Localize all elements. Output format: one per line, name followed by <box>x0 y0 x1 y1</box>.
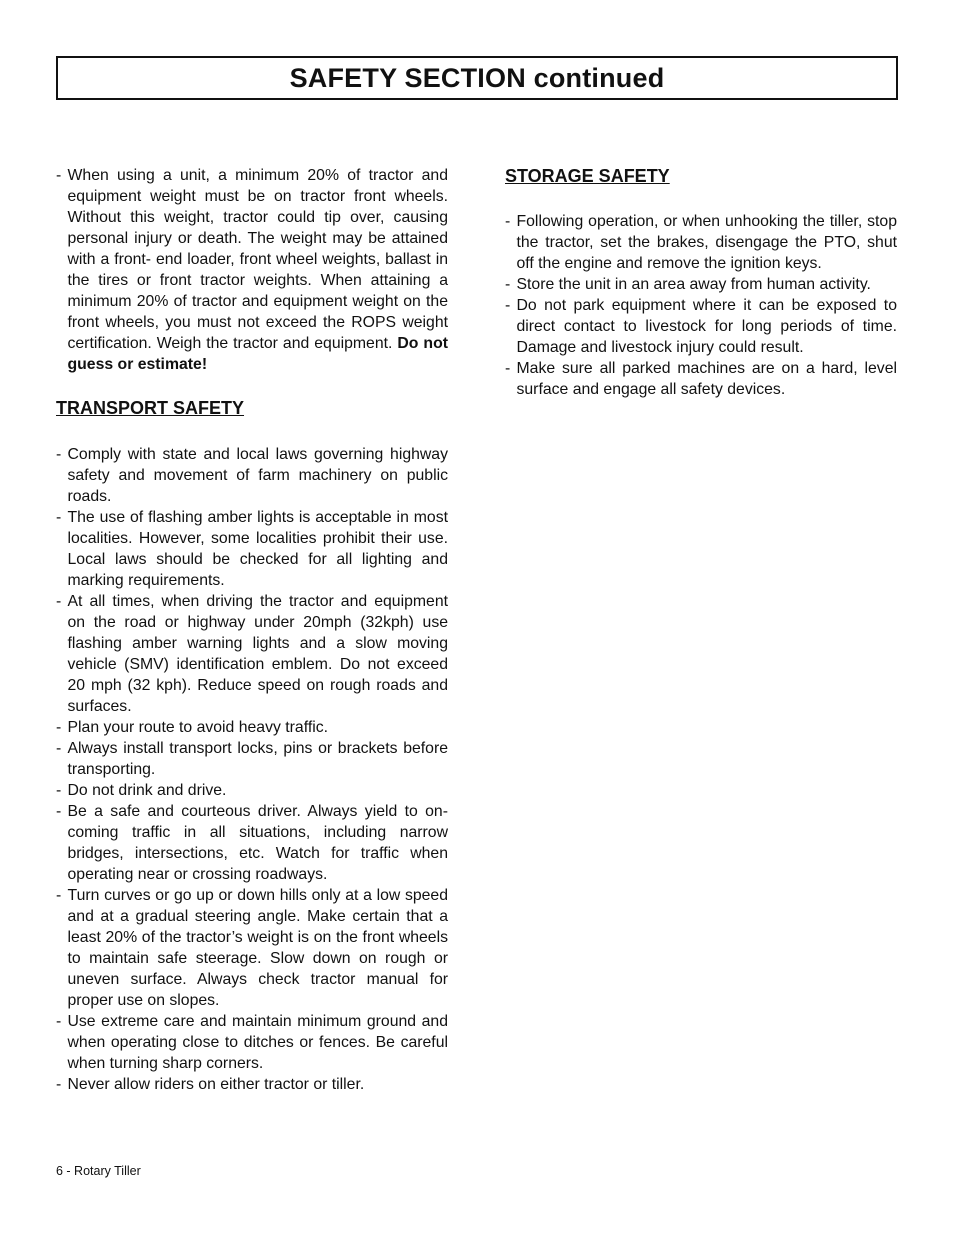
list-item <box>56 165 448 375</box>
page-title-box <box>56 56 898 100</box>
bullet-dash: - <box>56 719 62 736</box>
intro-text: When using a unit, a minimum 20% of tractor and equipment weight must be on tractor front wheels. Without this weight, tractor could tip over, causing personal injury or death. The weight may be attained with a front- end loader, front wheel weights, ballast in the tires or front tractor weights. When attaining a minimum 20% of tractor and equipment weight on the front wheels, you must not exceed the ROPS weight certification. Weigh the tractor and equipment. <box>67 167 448 352</box>
list-item <box>56 1074 448 1095</box>
right-column <box>505 165 897 400</box>
bullet-dash: - <box>56 446 62 463</box>
list-item <box>56 885 448 1011</box>
bullet-dash: - <box>56 803 62 820</box>
bullet-dash: - <box>505 276 511 293</box>
list-item <box>56 444 448 507</box>
list-item <box>56 738 448 780</box>
bullet-dash: - <box>56 887 62 904</box>
transport-safety-list <box>56 444 448 1095</box>
list-item-text: Never allow riders on either tractor or tiller. <box>67 1076 365 1093</box>
intro-bold-text: Do not guess or estimate! <box>67 335 448 373</box>
list-item-text: Make sure all parked machines are on a hard, level surface and engage all safety devices. <box>516 360 897 398</box>
bullet-dash: - <box>56 740 62 757</box>
bullet-dash: - <box>56 1076 62 1093</box>
bullet-dash: - <box>505 360 511 377</box>
list-item <box>56 780 448 801</box>
list-item-text: Be a safe and courteous driver. Always yield to oncoming traffic in all situations, including narrow bridges, intersections, etc. Watch for traffic when operating near or crossing roadways. <box>67 803 448 883</box>
bullet-dash: - <box>56 509 62 526</box>
bullet-dash: - <box>56 593 62 610</box>
list-item-text: Comply with state and local laws governing highway safety and movement of farm machinery on public roads. <box>67 446 448 505</box>
list-item <box>56 591 448 717</box>
list-item-text: The use of flashing amber lights is acceptable in most localities. However, some localities prohibit their use. Local laws should be checked for all lighting and marking requirements. <box>67 509 448 589</box>
list-item-text: Do not drink and drive. <box>67 782 227 799</box>
list-item-text: Do not park equipment where it can be exposed to direct contact to livestock for long periods of time. Damage and livestock injury could result. <box>516 297 897 356</box>
page-footer: 6 - Rotary Tiller <box>56 1164 141 1178</box>
list-item <box>56 717 448 738</box>
list-item-text: At all times, when driving the tractor and equipment on the road or highway under 20mph (32kph) use flashing amber warning lights and a slow moving vehicle (SMV) identification emblem. Do not exceed 20 mph (32 kph). Reduce speed on rough roads and surfaces. <box>67 593 448 715</box>
list-item <box>505 274 897 295</box>
list-item-text: Use extreme care and maintain minimum ground and when operating close to ditches or fences. Be careful when turning sharp corners. <box>67 1013 448 1072</box>
bullet-dash: - <box>56 782 62 799</box>
list-item-text: Store the unit in an area away from human activity. <box>516 276 871 293</box>
list-item <box>56 801 448 885</box>
bullet-dash: - <box>505 213 511 230</box>
list-item <box>56 507 448 591</box>
list-item <box>505 211 897 274</box>
bullet-dash: - <box>56 1013 62 1030</box>
transport-safety-heading: TRANSPORT SAFETY <box>56 398 245 418</box>
list-item-text: Always install transport locks, pins or brackets before transporting. <box>67 740 448 778</box>
list-item-text: Following operation, or when unhooking the tiller, stop the tractor, set the brakes, disengage the PTO, shut off the engine and remove the ignition keys. <box>516 213 897 272</box>
list-item <box>505 295 897 358</box>
list-item <box>505 358 897 400</box>
list-item-text: Plan your route to avoid heavy traffic. <box>67 719 329 736</box>
storage-safety-list <box>505 211 897 400</box>
storage-safety-heading: STORAGE SAFETY <box>505 166 670 186</box>
bullet-dash: - <box>56 167 62 184</box>
list-item-text: Turn curves or go up or down hills only at a low speed and at a gradual steering angle. Make certain that a least 20% of the tractor’s weight is on the front wheels to maintain safe steerage. Slow down on rough or uneven surface. Always check tractor manual for proper use on slopes. <box>67 887 448 1009</box>
bullet-dash: - <box>505 297 511 314</box>
list-item <box>56 1011 448 1074</box>
page-title: SAFETY SECTION continued <box>289 62 665 93</box>
left-column <box>56 165 448 1095</box>
